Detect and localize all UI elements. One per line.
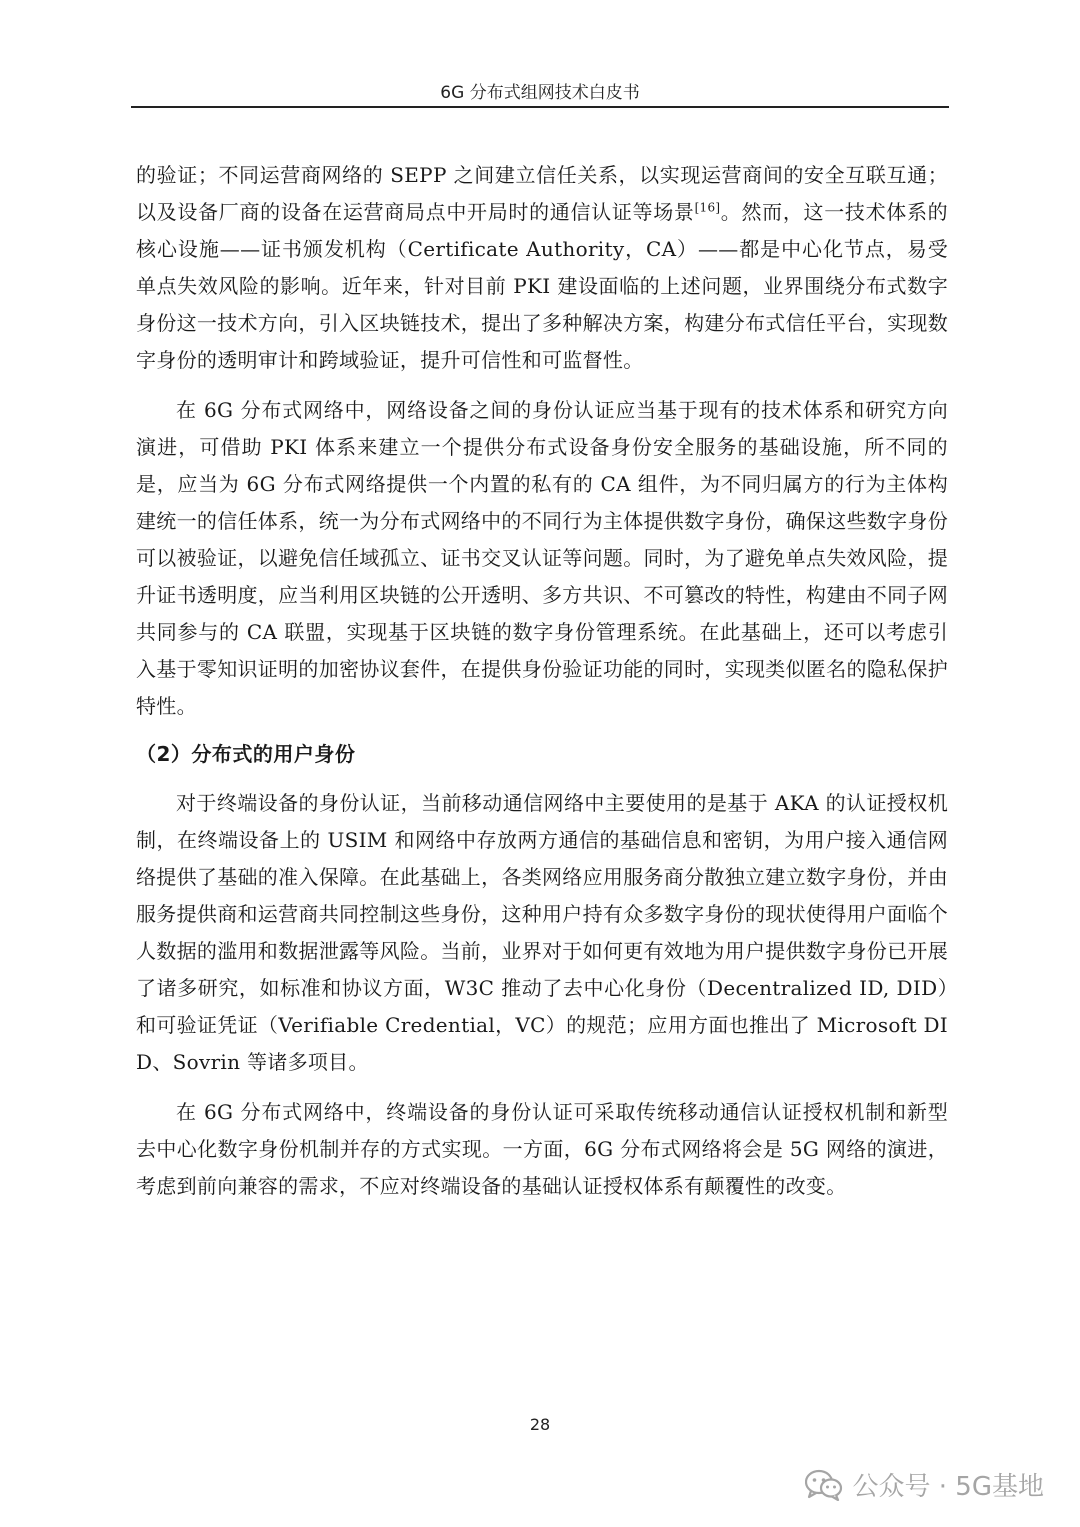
- page-body: [136, 157, 948, 1205]
- paragraph-gap: [136, 379, 948, 392]
- page-header-title: 6G 分布式组网技术白皮书: [440, 83, 640, 103]
- paragraph-4: 在 6G 分布式网络中，终端设备的身份认证可采取传统移动通信认证授权机制和新型去中心化数字身份机制并存的方式实现。一方面，6G 分布式网络将会是 5G 网络的演进，考虑到前向兼容的需求，不应对终端设备的基础认证授权体系有颠覆性的改变。: [136, 1100, 948, 1198]
- paragraph-1: [136, 157, 948, 379]
- page-number: 28: [529, 1415, 551, 1434]
- paragraph-gap: [136, 1081, 948, 1094]
- paragraph-1-text-after: 。然而，这一技术体系的核心设施——证书颁发机构（Certificate Authority，CA）——都是中心化节点，易受单点失效风险的影响。近年来，针对目前 PKI 建设面临的上述问题，业界围绕分布式数字身份这一技术方向，引入区块链技术，提出了多种解决方案，构建分布式信任平台，实现数字身份的透明审计和跨域验证，提升可信性和可监督性。: [136, 200, 948, 372]
- wechat-icon: [805, 1469, 843, 1501]
- citation-16: [16]: [694, 200, 721, 215]
- paragraph-2: 在 6G 分布式网络中，网络设备之间的身份认证应当基于现有的技术体系和研究方向演进，可借助 PKI 体系来建立一个提供分布式设备身份安全服务的基础设施，所不同的是，应当为 6G 分布式网络提供一个内置的私有的 CA 组件，为不同归属方的行为主体构建统一的信任体系，统一为分布式网络中的不同行为主体提供数字身份，确保这些数字身份可以被验证，以避免信任域孤立、证书交叉认证等问题。同时，为了避免单点失效风险，提升证书透明度，应当利用区块链的公开透明、多方共识、不可篡改的特性，构建由不同子网共同参与的 CA 联盟，实现基于区块链的数字身份管理系统。在此基础上，还可以考虑引入基于零知识证明的加密协议套件，在提供身份验证功能的同时，实现类似匿名的隐私保护特性。: [136, 398, 948, 718]
- paragraph-3: 对于终端设备的身份认证，当前移动通信网络中主要使用的是基于 AKA 的认证授权机制，在终端设备上的 USIM 和网络中存放两方通信的基础信息和密钥，为用户接入通信网络提供了基础的准入保障。在此基础上，各类网络应用服务商分散独立建立数字身份，并由服务提供商和运营商共同控制这些身份，这种用户持有众多数字身份的现状使得用户面临个人数据的滥用和数据泄露等风险。当前，业界对于如何更有效地为用户提供数字身份已开展了诸多研究，如标准和协议方面，W3C 推动了去中心化身份（Decentralized ID, DID）和可验证凭证（Verifiable Credential，VC）的规范；应用方面也推出了 Microsoft DID、Sovrin 等诸多项目。: [136, 791, 948, 1074]
- paragraph-1-text-before: 的验证；不同运营商网络的 SEPP 之间建立信任关系，以实现运营商间的安全互联互通；以及设备厂商的设备在运营商局点中开局时的通信认证等场景: [136, 163, 948, 224]
- section-heading: （2）分布式的用户身份: [136, 742, 356, 766]
- header-divider: [131, 106, 949, 108]
- watermark-text: 公众号 · 5G基地: [852, 1472, 1044, 1502]
- watermark: [805, 1466, 1044, 1503]
